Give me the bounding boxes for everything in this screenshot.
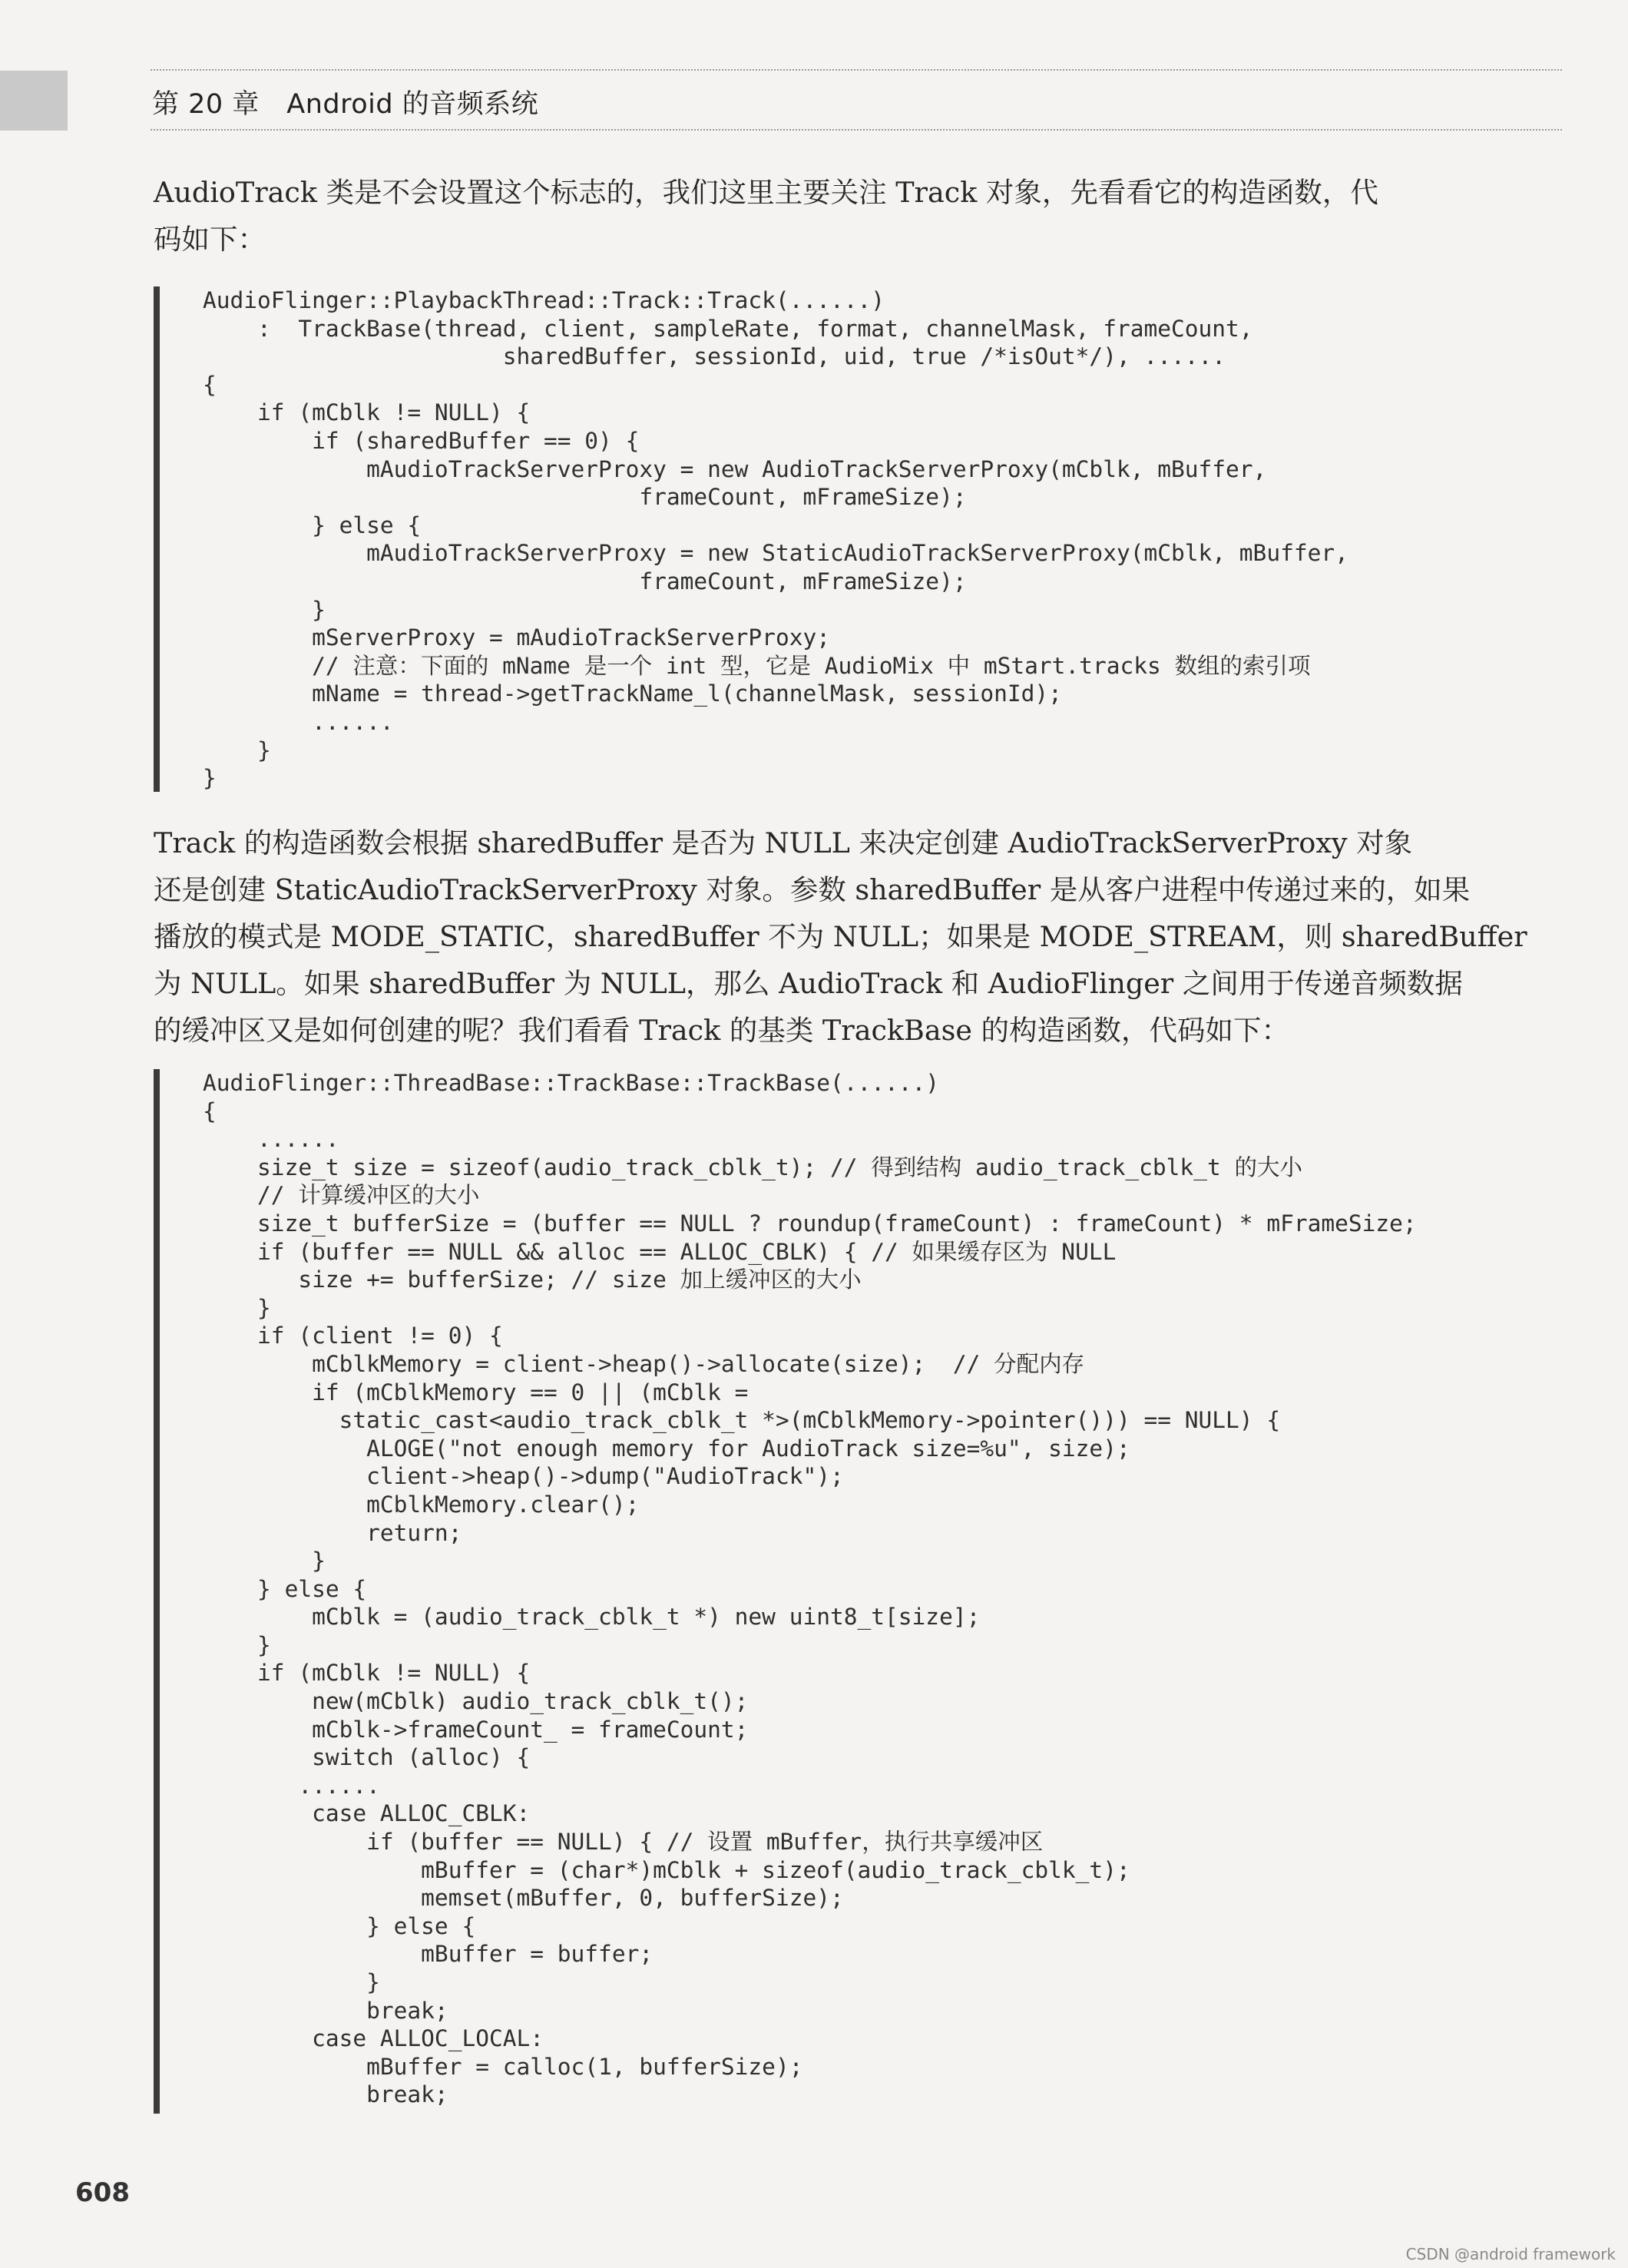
paragraph-line: Track 的构造函数会根据 sharedBuffer 是否为 NULL 来决定创建 AudioTrackServerProxy 对象 (154, 826, 1413, 859)
paragraph-line: 播放的模式是 MODE_STATIC，sharedBuffer 不为 NULL；如果是 MODE_STREAM，则 sharedBuffer (154, 920, 1527, 953)
watermark: CSDN @android framework (1405, 2245, 1616, 2263)
paragraph-intro (154, 169, 1513, 263)
code-text: AudioFlinger::ThreadBase::TrackBase::TrackBase(......) { ...... size_t size = sizeof(audio_track_cblk_t); // 得到结构 audio_track_cblk_t 的大小 // 计算缓冲区的大小 size_t bufferSize = (buffer == NULL ? roundup(frameCount) : frameCount) * mFrameSize; if (buffer == NULL && alloc == ALLOC_CBLK) { // 如果缓存区为 NULL size += bufferSize; // size 加上缓冲区的大小 } if (client != 0) { mCblkMemory = client->heap()->allocate(size); // 分配内存 if (mCblkMemory == 0 || (mCblk = static_cast<audio_track_cblk_t *>(mCblkMemory->pointer())) == NULL) { ALOGE("not enough memory for AudioTrack size=%u", size); client->heap()->dump("AudioTrack"); mCblkMemory.clear(); return; } } else { mCblk = (audio_track_cblk_t *) new uint8_t[size]; } if (mCblk != NULL) { new(mCblk) audio_track_cblk_t(); mCblk->frameCount_ = frameCount; switch (alloc) { ...... case ALLOC_CBLK: if (buffer == NULL) { // 设置 mBuffer，执行共享缓冲区 mBuffer = (char*)mCblk + sizeof(audio_track_cblk_t); memset(mBuffer, 0, bufferSize); } else { mBuffer = buffer; } break; case ALLOC_LOCAL: mBuffer = calloc(1, bufferSize); break; (203, 1070, 1417, 2108)
chapter-tab-marker (0, 71, 68, 131)
code-text: AudioFlinger::PlaybackThread::Track::Track(......) : TrackBase(thread, client, sampleRate, format, channelMask, frameCount, sharedBuffer, sessionId, uid, true /*isOut*/), ...... { if (mCblk != NULL) { if (sharedBuffer == 0) { mAudioTrackServerProxy = new AudioTrackServerProxy(mCblk, mBuffer, frameCount, mFrameSize); } else { mAudioTrackServerProxy = new StaticAudioTrackServerProxy(mCblk, mBuffer, frameCount, mFrameSize); } mServerProxy = mAudioTrackServerProxy; // 注意：下面的 mName 是一个 int 型，它是 AudioMix 中 mStart.tracks 数组的索引项 mName = thread->getTrackName_l(channelMask, sessionId); ...... } } (203, 287, 1348, 792)
code-block-trackbase-constructor (154, 1069, 1534, 2114)
running-header: 第 20 章 Android 的音频系统 (152, 89, 539, 120)
header-rule-bottom (151, 129, 1562, 131)
paragraph-explanation (154, 819, 1527, 1054)
paragraph-line: 码如下： (154, 223, 266, 256)
header-rule-top (151, 69, 1562, 71)
paragraph-line: AudioTrack 类是不会设置这个标志的，我们这里主要关注 Track 对象，先看看它的构造函数，代 (154, 176, 1378, 209)
paragraph-line: 还是创建 StaticAudioTrackServerProxy 对象。参数 sharedBuffer 是从客户进程中传递过来的，如果 (154, 873, 1471, 906)
paragraph-line: 的缓冲区又是如何创建的呢？我们看看 Track 的基类 TrackBase 的构造函数，代码如下： (154, 1014, 1290, 1047)
code-block-track-constructor (154, 286, 1534, 792)
paragraph-line: 为 NULL。如果 sharedBuffer 为 NULL，那么 AudioTrack 和 AudioFlinger 之间用于传递音频数据 (154, 967, 1463, 1000)
page-number: 608 (75, 2177, 130, 2208)
